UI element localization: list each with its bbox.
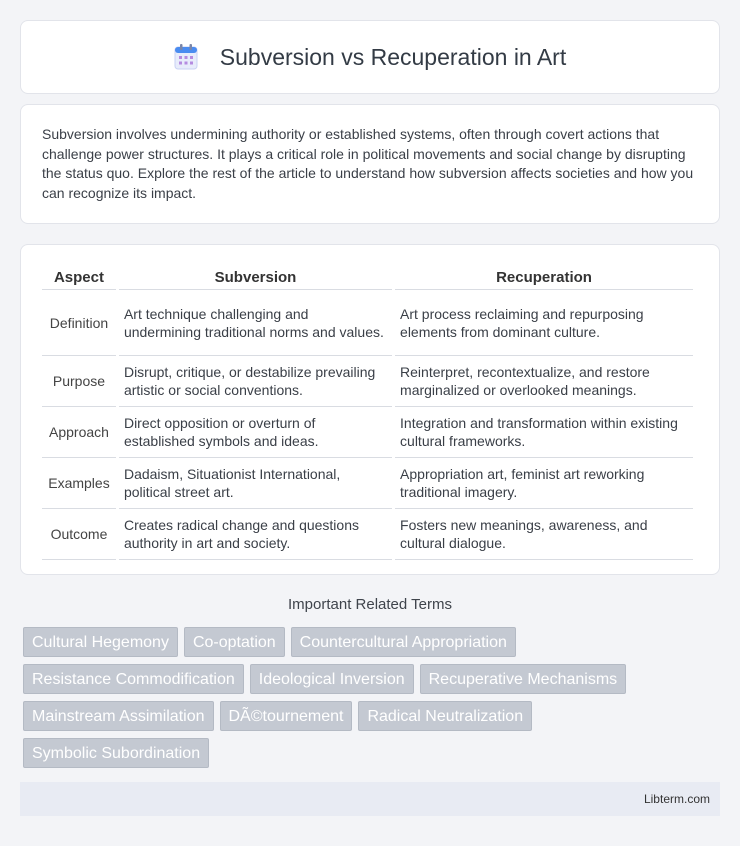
row-subversion: Creates radical change and questions authority in art and society. (119, 509, 392, 560)
header-aspect: Aspect (42, 263, 116, 290)
related-terms-list (23, 627, 723, 768)
table-row (42, 407, 693, 458)
header-subversion: Subversion (119, 263, 392, 290)
intro-text: Subversion involves undermining authority or established systems, often through covert actions that challenge power structures. It plays a critical role in political movements and social change by disrupting the status quo. Explore the rest of the article to understand how subversion affects societies and how you can recognize its impact. (42, 126, 694, 201)
row-recuperation: Integration and transformation within existing cultural frameworks. (395, 407, 693, 458)
row-recuperation: Fosters new meanings, awareness, and cultural dialogue. (395, 509, 693, 560)
term-tag[interactable]: Resistance Commodification (23, 664, 244, 694)
table-row (42, 509, 693, 560)
header-recuperation: Recuperation (395, 263, 693, 290)
term-tag[interactable]: Recuperative Mechanisms (420, 664, 627, 694)
footer-site-link[interactable]: Libterm.com (643, 792, 710, 806)
row-recuperation: Reinterpret, recontextualize, and restore marginalized or overlooked meanings. (395, 356, 693, 407)
term-tag[interactable]: Cultural Hegemony (23, 627, 178, 657)
row-subversion: Art technique challenging and undermining traditional norms and values. (119, 290, 392, 356)
term-tag[interactable]: Countercultural Appropriation (291, 627, 516, 657)
page-title: Subversion vs Recuperation in Art (219, 43, 567, 70)
row-subversion: Dadaism, Situationist International, political street art. (119, 458, 392, 509)
comparison-table-card (20, 244, 720, 575)
row-aspect: Examples (42, 458, 116, 509)
table-row (42, 458, 693, 509)
row-subversion: Disrupt, critique, or destabilize prevailing artistic or social conventions. (119, 356, 392, 407)
footer (20, 782, 720, 816)
intro-card (20, 104, 720, 224)
row-recuperation: Appropriation art, feminist art reworking traditional imagery. (395, 458, 693, 509)
header-card (20, 20, 720, 94)
row-aspect: Purpose (42, 356, 116, 407)
related-terms-title: Important Related Terms (288, 596, 452, 613)
table-row (42, 356, 693, 407)
comparison-table (39, 263, 696, 560)
term-tag[interactable]: Ideological Inversion (250, 664, 414, 694)
table-row (42, 290, 693, 356)
row-recuperation: Art process reclaiming and repurposing elements from dominant culture. (395, 290, 693, 356)
term-tag[interactable]: Radical Neutralization (358, 701, 532, 731)
term-tag[interactable]: DÃ©tournement (220, 701, 353, 731)
table-header-row (42, 263, 693, 290)
row-subversion: Direct opposition or overturn of established symbols and ideas. (119, 407, 392, 458)
row-aspect: Definition (42, 290, 116, 356)
row-aspect: Approach (42, 407, 116, 458)
term-tag[interactable]: Symbolic Subordination (23, 738, 209, 768)
term-tag[interactable]: Mainstream Assimilation (23, 701, 214, 731)
term-tag[interactable]: Co-optation (184, 627, 285, 657)
row-aspect: Outcome (42, 509, 116, 560)
calendar-icon (174, 44, 198, 70)
